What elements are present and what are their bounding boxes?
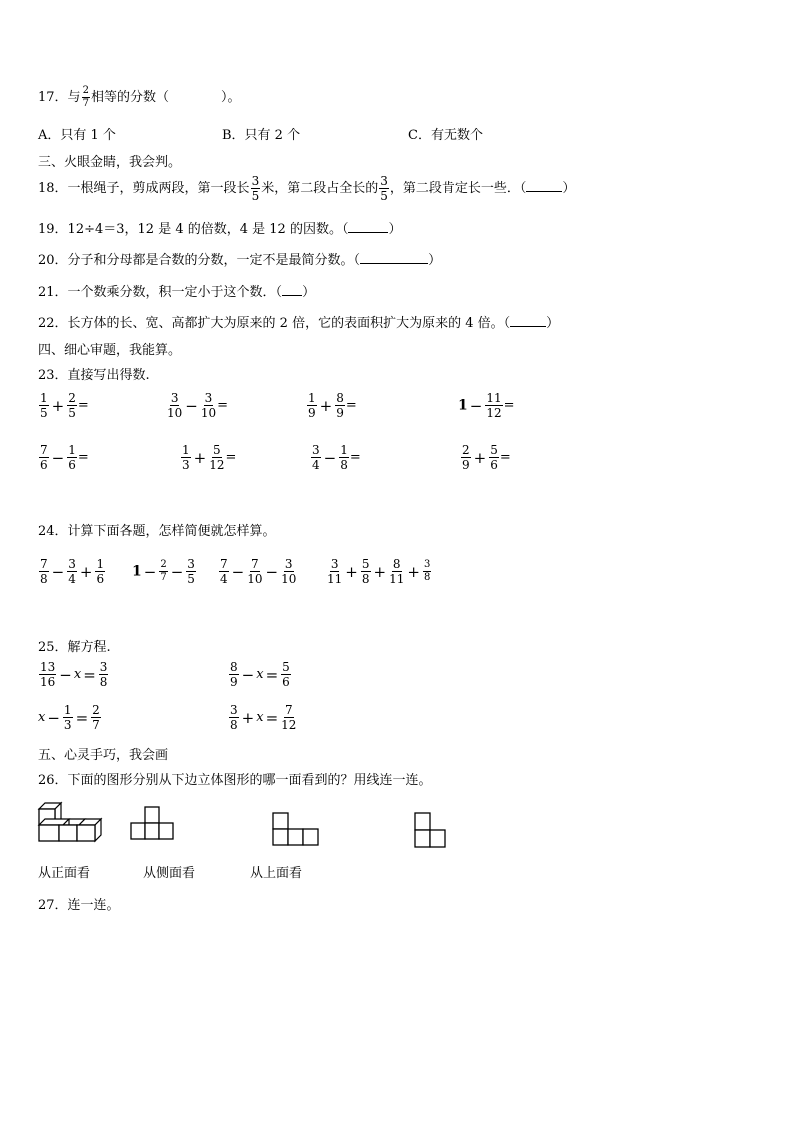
answer-blank[interactable]: [282, 295, 302, 296]
expression: 1 − $\frac{2}{7}$ − $\frac{3}{5}$: [132, 557, 195, 586]
option-a[interactable]: A．只有 1 个: [38, 128, 116, 143]
top-view-figure: [414, 812, 448, 850]
expression: $\frac{7}{8}$ − $\frac{3}{4}$ + $\frac{1}{6}$: [40, 557, 105, 586]
solid-figure: [38, 800, 104, 848]
question-18: 18．一根绳子，剪成两段，第一段长 $\frac{3}{5}$ 米，第二段占全长的 $\frac{3}{5}$ ，第二段肯定长一些．（ ）: [38, 174, 576, 203]
answer-blank[interactable]: [360, 263, 428, 264]
question-23-title: 23．直接写出得数.: [38, 368, 150, 383]
expression: 1 − $\frac{11}{12}$ =: [458, 391, 515, 420]
side-view-figure: [272, 812, 320, 848]
expression: $\frac{3}{10}$ − $\frac{3}{10}$ =: [167, 391, 229, 420]
expression: $\frac{1}{9}$ + $\frac{8}{9}$ =: [308, 391, 357, 420]
section-heading-3: 三、火眼金睛，我会判。: [38, 155, 182, 170]
expression: $\frac{3}{4}$ − $\frac{1}{8}$ =: [312, 443, 361, 472]
answer-blank[interactable]: [526, 191, 562, 192]
question-25-title: 25．解方程.: [38, 640, 111, 655]
expression: $\frac{2}{9}$ + $\frac{5}{6}$ =: [462, 443, 511, 472]
question-17: 17．与 $\frac{2}{7}$ 相等的分数（ ）。: [38, 85, 241, 109]
view-label-front[interactable]: 从正面看: [38, 866, 91, 881]
answer-blank[interactable]: [348, 232, 388, 233]
expression: $\frac{3}{11}$ + $\frac{5}{8}$ + $\frac{8}{11}$ + $\frac{3}{8}$: [327, 557, 431, 586]
answer-blank[interactable]: [510, 326, 546, 327]
equation: $\frac{8}{9}$ − x = $\frac{5}{6}$: [230, 660, 290, 689]
question-21: 21．一个数乘分数，积一定小于这个数．（ ）: [38, 285, 316, 300]
front-view-figure: [130, 806, 176, 848]
view-label-top[interactable]: 从上面看: [250, 866, 303, 881]
expression: $\frac{7}{6}$ − $\frac{1}{6}$ =: [40, 443, 89, 472]
expression: $\frac{1}{5}$ + $\frac{2}{5}$ =: [40, 391, 89, 420]
fraction: $\frac{2}{7}$: [82, 85, 89, 109]
view-label-side[interactable]: 从侧面看: [143, 866, 196, 881]
expression: $\frac{1}{3}$ + $\frac{5}{12}$ =: [182, 443, 237, 472]
question-19: 19．12÷4＝3，12 是 4 的倍数，4 是 12 的因数。（ ）: [38, 222, 402, 237]
fraction: $\frac{3}{5}$: [380, 174, 388, 203]
section-heading-5: 五、心灵手巧，我会画: [38, 748, 169, 763]
question-27: 27．连一连。: [38, 898, 120, 913]
question-number: 17．: [38, 90, 68, 105]
question-20: 20．分子和分母都是合数的分数，一定不是最简分数。（ ）: [38, 253, 442, 268]
equation: $\frac{13}{16}$ − x = $\frac{3}{8}$: [40, 660, 108, 689]
option-c[interactable]: C．有无数个: [408, 128, 483, 143]
equation: $\frac{3}{8}$ + x = $\frac{7}{12}$: [230, 703, 297, 732]
question-24-title: 24．计算下面各题，怎样简便就怎样算。: [38, 524, 276, 539]
option-b[interactable]: B．只有 2 个: [222, 128, 301, 143]
section-heading-4: 四、细心审题，我能算。: [38, 343, 182, 358]
expression: $\frac{7}{4}$ − $\frac{7}{10}$ − $\frac{3}{10}$: [220, 557, 297, 586]
question-26: 26．下面的图形分别从下边立体图形的哪一面看到的？用线连一连。: [38, 773, 432, 788]
question-22: 22．长方体的长、宽、高都扩大为原来的 2 倍，它的表面积扩大为原来的 4 倍。（ ）: [38, 316, 560, 331]
fraction: $\frac{3}{5}$: [251, 174, 260, 203]
equation: x − $\frac{1}{3}$ = $\frac{2}{7}$: [38, 703, 100, 732]
